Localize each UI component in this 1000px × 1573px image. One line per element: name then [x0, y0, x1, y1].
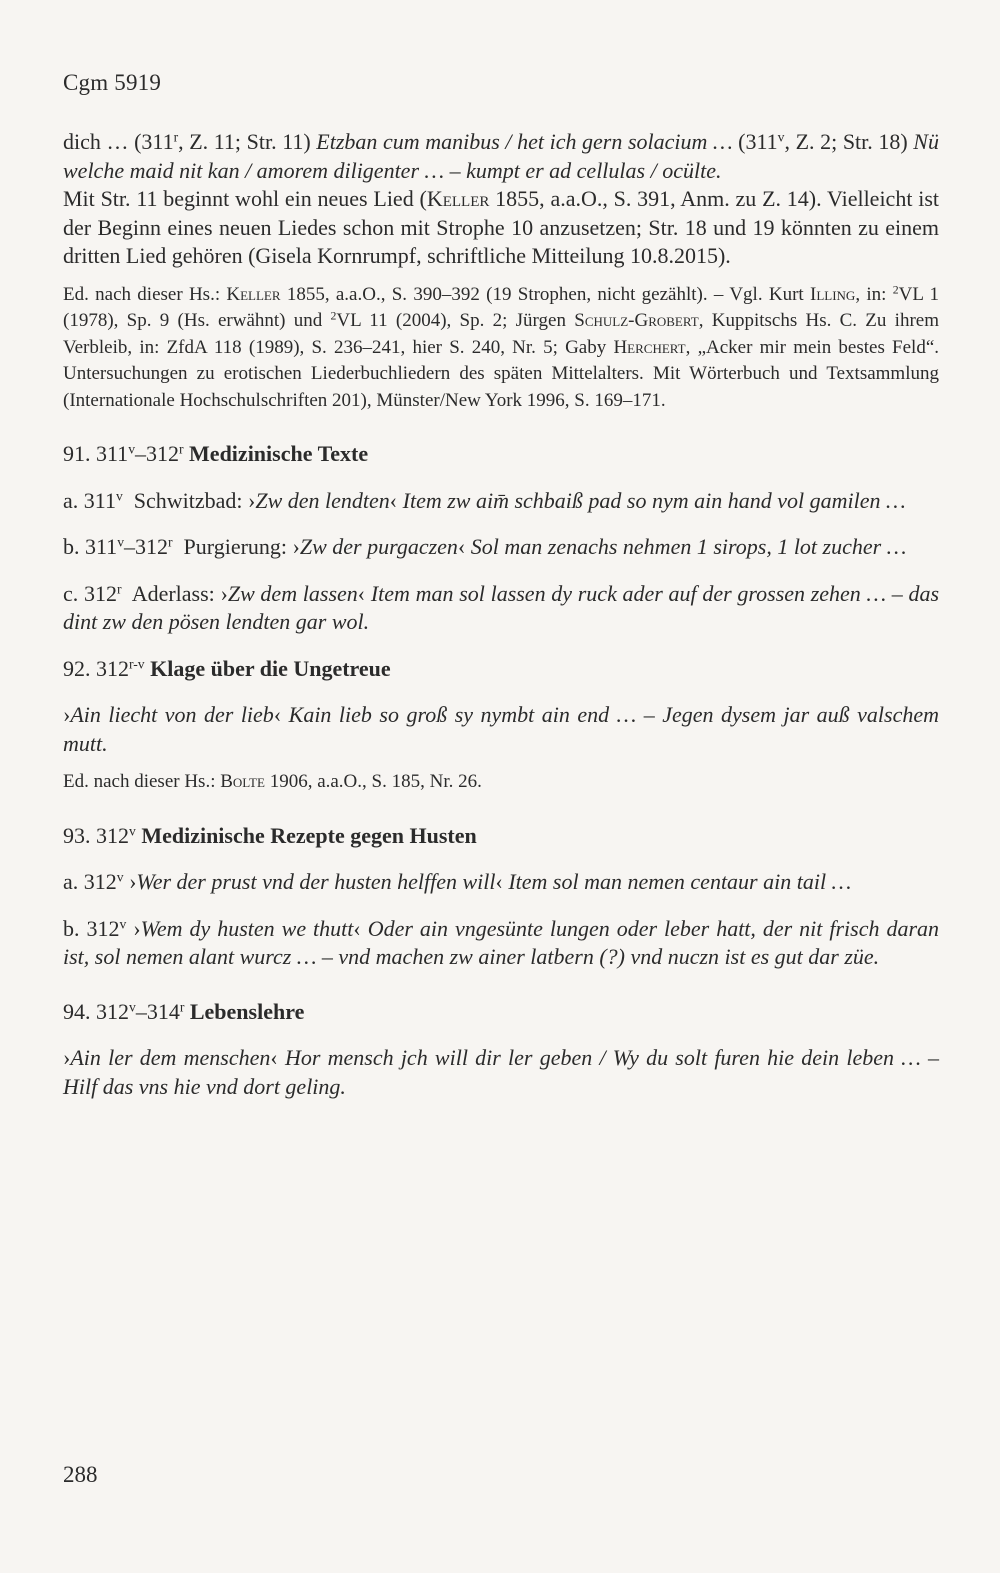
section-91-item-c: c. 312$^r$ Aderlass: ›Zw dem lassen‹ Item man sol lassen dy ruck ader auf der grossen zehen … – das dint zw den pösen lendten gar wol. — [63, 580, 940, 634]
page-number: 288 — [63, 1462, 98, 1487]
section-93-item-b: b. 312$^v$ ›Wem dy husten we thutt‹ Oder ain vngesünte lungen oder leber hatt, der nit frisch daran ist, sol nemen alant wurcz … – vnd machen zw ainer latbern (?) vnd nuczn ist es gut dar züe. — [63, 915, 940, 969]
section-91-item-b: b. 311$^v$–312$^r$ Purgierung: ›Zw der purgaczen‹ Sol man zenachs nehmen 1 sirops, 1 lot zucher … — [63, 534, 907, 559]
section-91-heading: 91. 311$^v$–312$^r$ Medizinische Texte — [63, 441, 369, 466]
commentary-paragraph: Mit Str. 11 beginnt wohl ein neues Lied (Keller 1855, a.a.O., S. 391, Anm. zu Z. 14). Vielleicht ist der Beginn eines neuen Liedes schon mit Strophe 10 anzusetzen; Str. 18 und 19 könnten zu einem dritten Lied gehören (Gisela Kornrumpf, schriftliche Mitteilung 10.8.2015). — [63, 186, 940, 268]
section-93-item-a: a. 312$^v$ ›Wer der prust vnd der husten helffen will‹ Item sol man nemen centaur ain tail … — [63, 869, 852, 894]
continuation-paragraph: dich … (311$^r$, Z. 11; Str. 11) Etzban cum manibus / het ich gern solacium … (311$^v$, Z. 2; Str. 18) Nü welche maid nit kan / amorem diligenter … – kumpt er ad cellulas / ocülte. — [63, 129, 939, 183]
section-94-text: ›Ain ler dem menschen‹ Hor mensch jch will dir ler geben / Wy du solt furen hie dein leben … – Hilf das vns hie vnd dort geling. — [63, 1045, 940, 1099]
section-94-heading: 94. 312$^v$–314$^r$ Lebenslehre — [63, 998, 305, 1024]
edition-note: Ed. nach dieser Hs.: Keller 1855, a.a.O., S. 390–392 (19 Strophen, nicht gezählt). – Vgl. Kurt Illing, in: $^2$VL 1 (1978), Sp. 9 (Hs. erwähnt) und $^2$VL 11 (2004), Sp. 2; Jürgen Schulz-Grobert, Kuppitschs Hs. C. Zu ihrem Verbleib, in: ZfdA 118 (1989), S. 236–241, hier S. 240, Nr. 5; Gaby Herchert, „Acker mir mein bestes Feld“. Untersuchungen zu erotischen Liederbuchliedern des späten Mittelalters. Mit Wörterbuch und Textsammlung (Internationale Hochschulschriften 201), Münster/New York 1996, S. 169–171. — [63, 283, 940, 411]
section-92-text: ›Ain liecht von der lieb‹ Kain lieb so groß sy nymbt ain end … – Jegen dysem jar auß valschem mutt. — [63, 702, 939, 756]
section-92-heading: 92. 312$^{r-v}$ Klage über die Ungetreue — [63, 655, 391, 681]
section-91-item-a: a. 311$^v$ Schwitzbad: ›Zw den lendten‹ Item zw aim̄ schbaiß pad so nym ain hand vol gamilen … — [63, 487, 906, 513]
section-93-heading: 93. 312$^v$ Medizinische Rezepte gegen Husten — [63, 822, 477, 848]
section-92-edition: Ed. nach dieser Hs.: Bolte 1906, a.a.O., S. 185, Nr. 26. — [63, 771, 482, 792]
main-text-column — [63, 128, 939, 1101]
running-header: Cgm 5919 — [63, 70, 162, 95]
